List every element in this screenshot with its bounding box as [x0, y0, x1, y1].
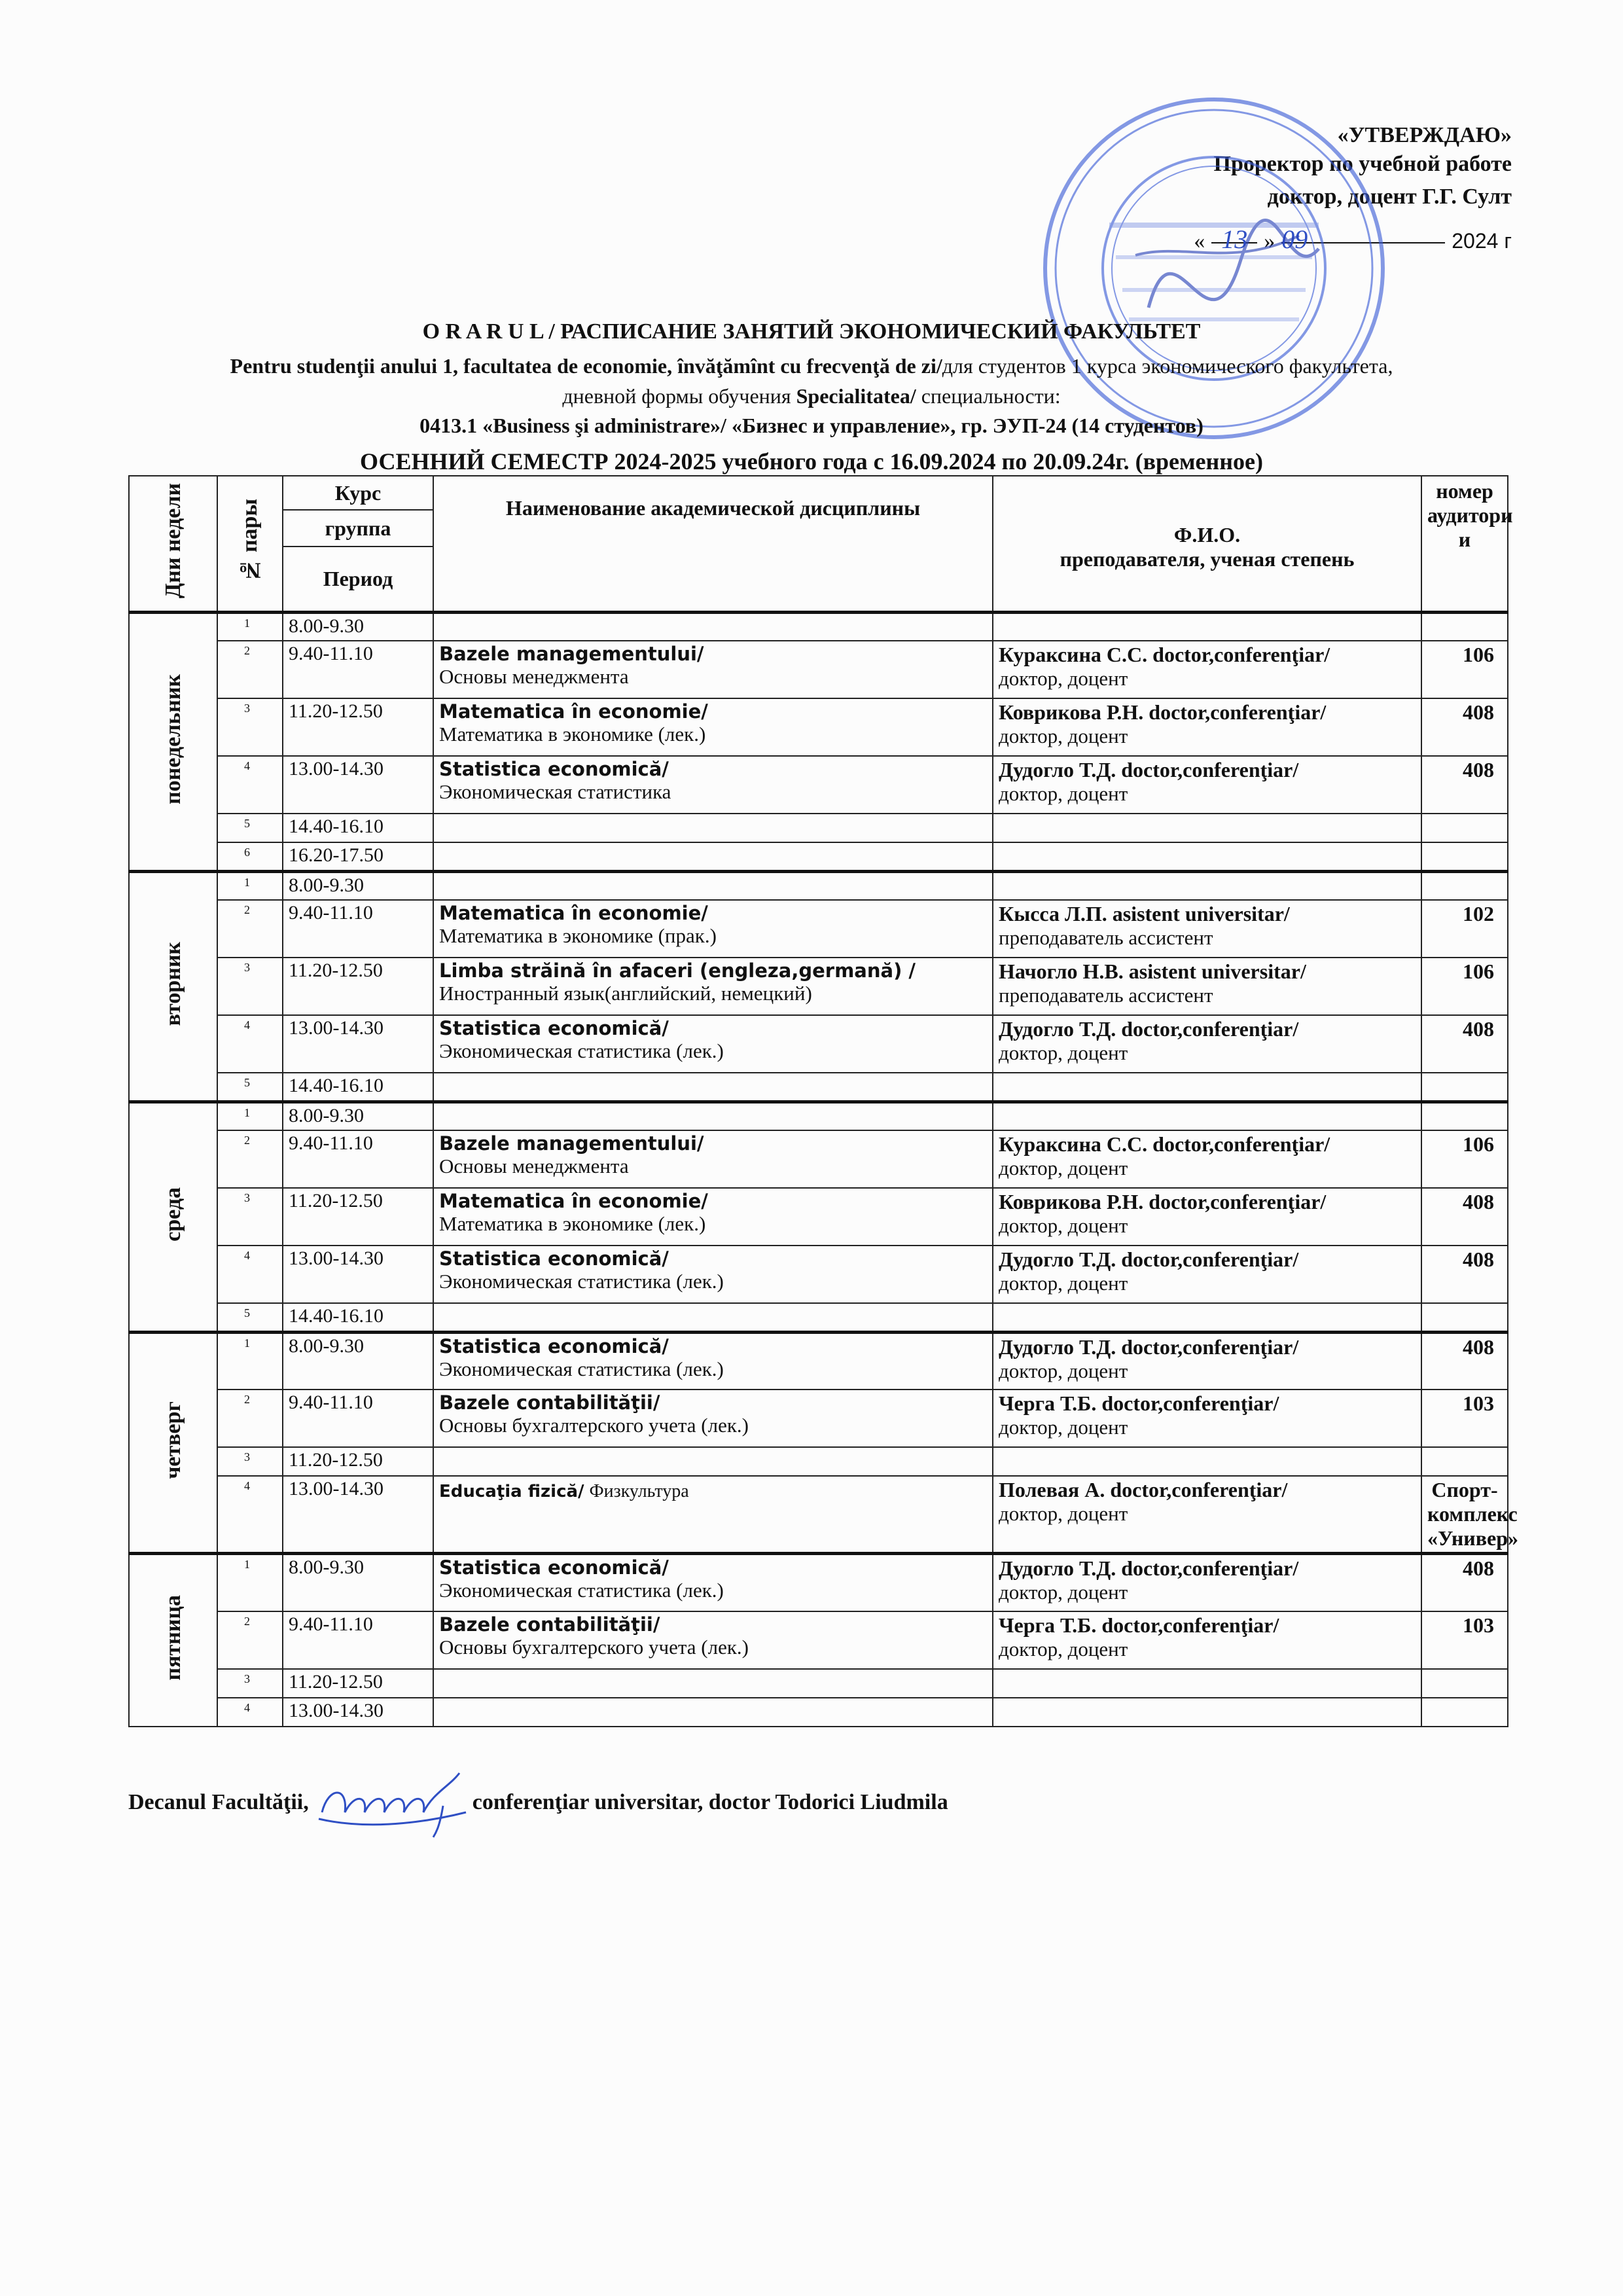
period-time: 13.00-14.30 — [283, 1698, 433, 1727]
period-time: 13.00-14.30 — [283, 1015, 433, 1073]
discipline-cell — [433, 1073, 993, 1102]
pair-number: 2 — [217, 900, 283, 958]
teacher-cell — [993, 842, 1421, 871]
period-time: 9.40-11.10 — [283, 641, 433, 698]
period-time: 11.20-12.50 — [283, 958, 433, 1015]
approval-month: 09 — [1281, 223, 1445, 243]
pair-number: 3 — [217, 1669, 283, 1698]
room-cell: 106 — [1421, 1130, 1508, 1188]
teacher-cell — [993, 1669, 1421, 1698]
pair-number: 1 — [217, 871, 283, 900]
header-room: номер аудитори и — [1421, 476, 1508, 612]
schedule-row — [129, 958, 1508, 1015]
period-time: 11.20-12.50 — [283, 1188, 433, 1246]
discipline-cell — [433, 1669, 993, 1698]
teacher-cell — [993, 1447, 1421, 1476]
dean-title: conferenţiar universitar, doctor Todorici Liudmila — [472, 1790, 948, 1814]
discipline-cell — [433, 1303, 993, 1332]
room-cell — [1421, 1303, 1508, 1332]
pair-number: 3 — [217, 1447, 283, 1476]
period-time: 14.40-16.10 — [283, 1073, 433, 1102]
room-cell: 103 — [1421, 1390, 1508, 1447]
discipline-cell: Matematica în economie/ Математика в экономике (лек.) — [433, 698, 993, 756]
day-name: среда — [129, 1102, 217, 1332]
schedule-row — [129, 1447, 1508, 1476]
schedule-row — [129, 1188, 1508, 1246]
period-time: 13.00-14.30 — [283, 756, 433, 814]
discipline-cell: Statistica economică/ Экономическая статистика (лек.) — [433, 1554, 993, 1611]
room-cell: 106 — [1421, 641, 1508, 698]
pair-number: 2 — [217, 1390, 283, 1447]
schedule-row — [129, 1015, 1508, 1073]
period-time: 11.20-12.50 — [283, 1669, 433, 1698]
discipline-cell: Bazele contabilităţii/ Основы бухгалтерского учета (лек.) — [433, 1611, 993, 1669]
pair-number: 1 — [217, 1102, 283, 1130]
approval-position: Проректор по учебной работе — [1213, 152, 1512, 177]
teacher-cell — [993, 871, 1421, 900]
room-cell: 106 — [1421, 958, 1508, 1015]
room-cell: 102 — [1421, 900, 1508, 958]
pair-number: 6 — [217, 842, 283, 871]
pair-number: 3 — [217, 698, 283, 756]
schedule-row — [129, 612, 1508, 641]
period-time: 14.40-16.10 — [283, 814, 433, 842]
room-cell: 408 — [1421, 1188, 1508, 1246]
pair-number: 5 — [217, 1303, 283, 1332]
period-time: 13.00-14.30 — [283, 1246, 433, 1303]
schedule-row — [129, 871, 1508, 900]
approval-date: « 13 » 09 2024 г — [1106, 223, 1512, 256]
room-cell: 408 — [1421, 1554, 1508, 1611]
teacher-cell: Черга Т.Б. doctor,conferenţiar/ доктор, доцент — [993, 1611, 1421, 1669]
discipline-cell: Matematica în economie/ Математика в экономике (прак.) — [433, 900, 993, 958]
teacher-cell — [993, 1303, 1421, 1332]
schedule-row — [129, 1130, 1508, 1188]
pair-number: 3 — [217, 958, 283, 1015]
room-cell — [1421, 1698, 1508, 1727]
period-time: 9.40-11.10 — [283, 1390, 433, 1447]
period-time: 13.00-14.30 — [283, 1476, 433, 1554]
teacher-cell: Кысса Л.П. asistent universitar/ преподаватель ассистент — [993, 900, 1421, 958]
teacher-cell — [993, 1698, 1421, 1727]
discipline-cell: Limba străină în afaceri (engleza,germană) / Иностранный язык(английский, немецкий) — [433, 958, 993, 1015]
pair-number: 4 — [217, 1246, 283, 1303]
day-name: вторник — [129, 871, 217, 1102]
pair-number: 4 — [217, 1015, 283, 1073]
period-time: 8.00-9.30 — [283, 1102, 433, 1130]
schedule-row — [129, 1611, 1508, 1669]
discipline-cell — [433, 1102, 993, 1130]
period-time: 14.40-16.10 — [283, 1303, 433, 1332]
period-time: 8.00-9.30 — [283, 1554, 433, 1611]
schedule-row — [129, 1390, 1508, 1447]
discipline-cell — [433, 842, 993, 871]
teacher-cell — [993, 1073, 1421, 1102]
period-time: 8.00-9.30 — [283, 871, 433, 900]
schedule-row — [129, 1246, 1508, 1303]
schedule-row — [129, 900, 1508, 958]
period-time: 9.40-11.10 — [283, 1130, 433, 1188]
discipline-cell: Statistica economică/ Экономическая статистика (лек.) — [433, 1246, 993, 1303]
teacher-cell: Полевая А. doctor,conferenţiar/ доктор, доцент — [993, 1476, 1421, 1554]
header-discipline: Наименование академической дисциплины — [433, 476, 993, 612]
discipline-cell — [433, 1447, 993, 1476]
pair-number: 5 — [217, 1073, 283, 1102]
discipline-cell: Bazele managementului/ Основы менеджмента — [433, 1130, 993, 1188]
room-cell: Спорт-комплекс «Универ» — [1421, 1476, 1508, 1554]
teacher-cell — [993, 814, 1421, 842]
discipline-cell: Educaţia fizică/ Физкультура — [433, 1476, 993, 1554]
room-cell: 408 — [1421, 1332, 1508, 1390]
schedule-row — [129, 1554, 1508, 1611]
schedule-row — [129, 1073, 1508, 1102]
schedule-row — [129, 641, 1508, 698]
teacher-cell: Коврикова Р.Н. doctor,conferenţiar/ доктор, доцент — [993, 698, 1421, 756]
room-cell: 408 — [1421, 1246, 1508, 1303]
teacher-cell: Дудогло Т.Д. doctor,conferenţiar/ доктор, доцент — [993, 1015, 1421, 1073]
discipline-cell: Statistica economică/ Экономическая статистика (лек.) — [433, 1332, 993, 1390]
schedule-table — [128, 475, 1519, 1727]
pair-number: 3 — [217, 1188, 283, 1246]
room-cell — [1421, 612, 1508, 641]
pair-number: 5 — [217, 814, 283, 842]
schedule-row — [129, 1698, 1508, 1727]
schedule-subtitle: Pentru studenţii anului 1, facultatea de economie, învăţămînt cu frecvenţă de zi/для студентов 1 курса экономического факультета, дневной формы обучения Specialitatea/ специальности: — [230, 354, 1393, 408]
schedule-row — [129, 756, 1508, 814]
schedule-row — [129, 1332, 1508, 1390]
discipline-cell — [433, 814, 993, 842]
approval-title: «УТВЕРЖДАЮ» — [1337, 123, 1512, 147]
room-cell: 408 — [1421, 756, 1508, 814]
discipline-cell — [433, 1698, 993, 1727]
period-time: 9.40-11.10 — [283, 900, 433, 958]
teacher-cell: Дудогло Т.Д. doctor,conferenţiar/ доктор, доцент — [993, 756, 1421, 814]
pair-number: 4 — [217, 756, 283, 814]
schedule-row — [129, 1669, 1508, 1698]
pair-number: 1 — [217, 1332, 283, 1390]
header-period: Период — [283, 547, 433, 612]
schedule-title: O R A R U L / РАСПИСАНИЕ ЗАНЯТИЙ ЭКОНОМИЧЕСКИЙ ФАКУЛЬТЕТ — [422, 319, 1201, 344]
approval-person: доктор, доцент Г.Г. Султ — [1267, 185, 1512, 209]
handwritten-signature-icon — [309, 1767, 473, 1839]
header-days: Дни недели — [129, 476, 217, 612]
discipline-cell: Statistica economică/ Экономическая статистика (лек.) — [433, 1015, 993, 1073]
period-time: 9.40-11.10 — [283, 1611, 433, 1669]
room-cell: 408 — [1421, 698, 1508, 756]
teacher-cell: Дудогло Т.Д. doctor,conferenţiar/ доктор, доцент — [993, 1554, 1421, 1611]
room-cell — [1421, 1073, 1508, 1102]
room-cell — [1421, 1102, 1508, 1130]
day-name: пятница — [129, 1554, 217, 1727]
schedule-row — [129, 842, 1508, 871]
pair-number: 2 — [217, 1130, 283, 1188]
period-time: 8.00-9.30 — [283, 1332, 433, 1390]
teacher-cell: Кураксина С.С. doctor,conferenţiar/ доктор, доцент — [993, 1130, 1421, 1188]
teacher-cell — [993, 612, 1421, 641]
pair-number: 4 — [217, 1476, 283, 1554]
room-cell — [1421, 871, 1508, 900]
schedule-row — [129, 1476, 1508, 1554]
room-cell — [1421, 842, 1508, 871]
room-cell — [1421, 1447, 1508, 1476]
room-cell: 103 — [1421, 1611, 1508, 1669]
day-name: четверг — [129, 1332, 217, 1554]
teacher-cell: Дудогло Т.Д. doctor,conferenţiar/ доктор, доцент — [993, 1246, 1421, 1303]
discipline-cell — [433, 871, 993, 900]
dean-label: Decanul Facultăţii, — [128, 1790, 309, 1814]
room-cell — [1421, 1669, 1508, 1698]
teacher-cell: Начогло Н.В. asistent universitar/ преподаватель ассистент — [993, 958, 1421, 1015]
schedule-row — [129, 814, 1508, 842]
schedule-row — [129, 1102, 1508, 1130]
semester-line: ОСЕННИЙ СЕМЕСТР 2024-2025 учебного года с 16.09.2024 по 20.09.24г. (временное) — [360, 448, 1263, 475]
specialty-line: 0413.1 «Business şi administrare»/ «Бизнес и управление», гр. ЭУП-24 (14 студентов) — [419, 414, 1204, 437]
pair-number: 2 — [217, 641, 283, 698]
discipline-cell: Bazele contabilităţii/ Основы бухгалтерского учета (лек.) — [433, 1390, 993, 1447]
discipline-cell: Bazele managementului/ Основы менеджмента — [433, 641, 993, 698]
period-time: 11.20-12.50 — [283, 1447, 433, 1476]
pair-number: 1 — [217, 612, 283, 641]
room-cell — [1421, 814, 1508, 842]
pair-number: 2 — [217, 1611, 283, 1669]
period-time: 8.00-9.30 — [283, 612, 433, 641]
discipline-cell: Statistica economică/ Экономическая статистика — [433, 756, 993, 814]
discipline-cell — [433, 612, 993, 641]
period-time: 11.20-12.50 — [283, 698, 433, 756]
day-name: понедельник — [129, 612, 217, 871]
approval-year: 2024 г — [1452, 228, 1512, 253]
teacher-cell: Черга Т.Б. doctor,conferenţiar/ доктор, доцент — [993, 1390, 1421, 1447]
schedule-row — [129, 1303, 1508, 1332]
pair-number: 4 — [217, 1698, 283, 1727]
header-pair: № пары — [217, 476, 283, 612]
pair-number: 1 — [217, 1554, 283, 1611]
room-cell: 408 — [1421, 1015, 1508, 1073]
header-teacher: Ф.И.О. преподавателя, ученая степень — [993, 476, 1421, 612]
teacher-cell: Кураксина С.С. doctor,conferenţiar/ доктор, доцент — [993, 641, 1421, 698]
header-group: группа — [283, 510, 433, 547]
period-time: 16.20-17.50 — [283, 842, 433, 871]
teacher-cell — [993, 1102, 1421, 1130]
teacher-cell: Коврикова Р.Н. doctor,conferenţiar/ доктор, доцент — [993, 1188, 1421, 1246]
header-course: Курс — [283, 476, 433, 510]
discipline-cell: Matematica în economie/ Математика в экономике (лек.) — [433, 1188, 993, 1246]
teacher-cell: Дудогло Т.Д. doctor,conferenţiar/ доктор, доцент — [993, 1332, 1421, 1390]
schedule-row — [129, 698, 1508, 756]
dean-signature-line — [128, 1790, 948, 1815]
approval-day: 13 — [1211, 223, 1257, 243]
